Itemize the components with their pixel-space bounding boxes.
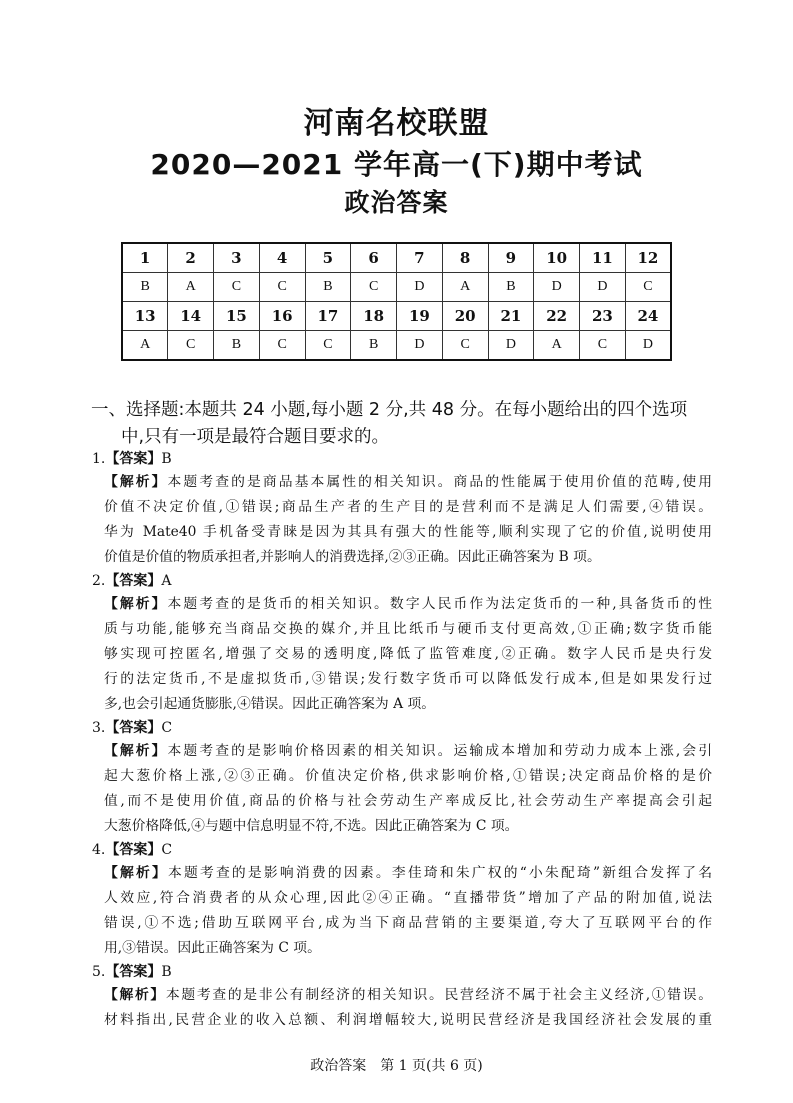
analysis-line (92, 861, 712, 886)
question-answer-line (92, 717, 712, 739)
section-heading-line: 中,只有一项是最符合题目要求的。 (121, 427, 390, 447)
answer-cell: D (580, 273, 626, 302)
analysis-line (92, 983, 712, 1008)
question-explanations (92, 448, 712, 1033)
question-number: 2. (92, 573, 106, 589)
question-answer-line (92, 961, 712, 983)
question-number: 3. (92, 720, 106, 736)
analysis-tag: 【解析】 (104, 596, 168, 612)
answer-value: C (161, 842, 173, 858)
question-number-cell: 11 (580, 243, 626, 273)
answer-cell: C (442, 331, 488, 361)
question-number-cell: 9 (488, 243, 534, 273)
analysis-line: 错误,①不选;借助互联网平台,成为当下商品营销的主要渠道,夸大了互联网平台的作 (104, 915, 712, 931)
analysis-line: 行的法定货币,不是虚拟货币,③错误;发行数字货币可以降低发行成本,但是如果发行过 (104, 671, 712, 687)
question-answer-line (92, 570, 712, 592)
analysis-tag: 【解析】 (104, 987, 166, 1003)
question-number-cell: 14 (168, 302, 214, 331)
answer-cell: C (305, 331, 351, 361)
exam-org-title: 河南名校联盟 (303, 106, 490, 141)
answer-row (122, 273, 671, 302)
page-footer: 政治答案 第 1 页(共 6 页) (310, 1058, 483, 1074)
question-number-row (122, 243, 671, 273)
question-number: 4. (92, 842, 106, 858)
section-heading-line: 一、选择题:本题共 24 小题,每小题 2 分,共 48 分。在每小题给出的四个选项 (91, 400, 688, 420)
analysis-text: 本题考查的是影响价格因素的相关知识。运输成本增加和劳动力成本上涨,会引 (167, 743, 712, 759)
analysis-text: 本题考查的是商品基本属性的相关知识。商品的性能属于使用价值的范畴,使用 (167, 474, 712, 490)
answer-cell: D (488, 331, 534, 361)
analysis-line: 够实现可控匿名,增强了交易的透明度,降低了监管难度,②正确。数字人民币是央行发 (104, 646, 712, 662)
analysis-line: 华为 Mate40 手机备受青睐是因为其具有强大的性能等,顺利实现了它的价值,说明使用 (104, 524, 712, 540)
question-number-cell: 13 (122, 302, 168, 331)
analysis-line: 值,而不是使用价值,商品的价格与社会劳动生产率成反比,社会劳动生产率提高会引起 (104, 793, 712, 809)
analysis-line: 质与功能,能够充当商品交换的媒介,并且比纸币与硬币支付更高效,①正确;数字货币能 (104, 621, 712, 637)
answer-value: A (161, 573, 172, 589)
section-heading (91, 397, 731, 451)
question-number-cell: 15 (214, 302, 260, 331)
question-number-cell: 10 (534, 243, 580, 273)
analysis-line: 起大葱价格上涨,②③正确。价值决定价格,供求影响价格,①错误;决定商品价格的是价 (104, 768, 712, 784)
answer-cell: D (625, 331, 671, 361)
question-number-cell: 21 (488, 302, 534, 331)
question-number-cell: 3 (214, 243, 260, 273)
answer-cell: D (534, 273, 580, 302)
analysis-tag: 【解析】 (104, 743, 168, 759)
answer-cell: D (397, 331, 443, 361)
answer-cell: C (351, 273, 397, 302)
answer-cell: A (122, 331, 168, 361)
question-number-cell: 8 (442, 243, 488, 273)
answer-cell: C (168, 331, 214, 361)
answer-value: C (161, 720, 173, 736)
analysis-text: 本题考查的是非公有制经济的相关知识。民营经济不属于社会主义经济,①错误。 (165, 987, 712, 1003)
answer-cell: A (442, 273, 488, 302)
answer-tag: 【答案】 (105, 842, 162, 858)
answer-row (122, 331, 671, 361)
answer-cell: C (625, 273, 671, 302)
question-number: 5. (92, 964, 106, 980)
analysis-text: 本题考查的是影响消费的因素。李佳琦和朱广权的“小朱配琦”新组合发挥了名 (167, 865, 712, 881)
question-number-cell: 4 (259, 243, 305, 273)
question-answer-line (92, 448, 712, 470)
question-number-cell: 20 (442, 302, 488, 331)
question-number: 1. (92, 451, 106, 467)
analysis-tag: 【解析】 (104, 865, 168, 881)
question-number-row (122, 302, 671, 331)
question-answer-line (92, 839, 712, 861)
analysis-line (92, 739, 712, 764)
question-number-cell: 12 (625, 243, 671, 273)
answer-cell: B (122, 273, 168, 302)
answer-cell: C (259, 331, 305, 361)
answer-cell: C (259, 273, 305, 302)
question-number-cell: 7 (397, 243, 443, 273)
answer-cell: A (534, 331, 580, 361)
analysis-line: 材料指出,民营企业的收入总额、利润增幅较大,说明民营经济是我国经济社会发展的重 (104, 1012, 712, 1028)
answer-tag: 【答案】 (105, 964, 162, 980)
answer-cell: A (168, 273, 214, 302)
question-number-cell: 17 (305, 302, 351, 331)
answer-cell: B (214, 331, 260, 361)
exam-title: 2020—2021 学年高一(下)期中考试 (150, 148, 643, 181)
analysis-line: 大葱价格降低,④与题中信息明显不符,不选。因此正确答案为 C 项。 (104, 818, 519, 834)
analysis-line: 价值不决定价值,①错误;商品生产者的生产目的是营利而不是满足人们需要,④错误。 (104, 499, 712, 515)
question-number-cell: 24 (625, 302, 671, 331)
question-number-cell: 18 (351, 302, 397, 331)
analysis-line (92, 592, 712, 617)
answer-sheet-subtitle: 政治答案 (344, 188, 449, 217)
answer-value: B (161, 964, 172, 980)
analysis-line: 人效应,符合消费者的从众心理,因此②④正确。“直播带货”增加了产品的附加值,说法 (104, 890, 712, 906)
question-number-cell: 23 (580, 302, 626, 331)
answer-cell: C (214, 273, 260, 302)
answer-tag: 【答案】 (105, 451, 162, 467)
analysis-tag: 【解析】 (104, 474, 168, 490)
answer-value: B (161, 451, 172, 467)
answer-cell: B (351, 331, 397, 361)
analysis-line: 用,③错误。因此正确答案为 C 项。 (104, 940, 321, 956)
answer-cell: B (305, 273, 351, 302)
answer-cell: C (580, 331, 626, 361)
question-number-cell: 19 (397, 302, 443, 331)
question-number-cell: 16 (259, 302, 305, 331)
question-number-cell: 22 (534, 302, 580, 331)
analysis-line: 多,也会引起通货膨胀,④错误。因此正确答案为 A 项。 (104, 696, 436, 712)
analysis-line (92, 470, 712, 495)
question-number-cell: 2 (168, 243, 214, 273)
answer-cell: B (488, 273, 534, 302)
answer-key-table (121, 242, 672, 361)
answer-tag: 【答案】 (105, 573, 162, 589)
analysis-text: 本题考查的是货币的相关知识。数字人民币作为法定货币的一种,具备货币的性 (167, 596, 712, 612)
question-number-cell: 5 (305, 243, 351, 273)
question-number-cell: 6 (351, 243, 397, 273)
answer-tag: 【答案】 (105, 720, 162, 736)
answer-cell: D (397, 273, 443, 302)
analysis-line: 价值是价值的物质承担者,并影响人的消费选择,②③正确。因此正确答案为 B 项。 (104, 549, 601, 565)
question-number-cell: 1 (122, 243, 168, 273)
